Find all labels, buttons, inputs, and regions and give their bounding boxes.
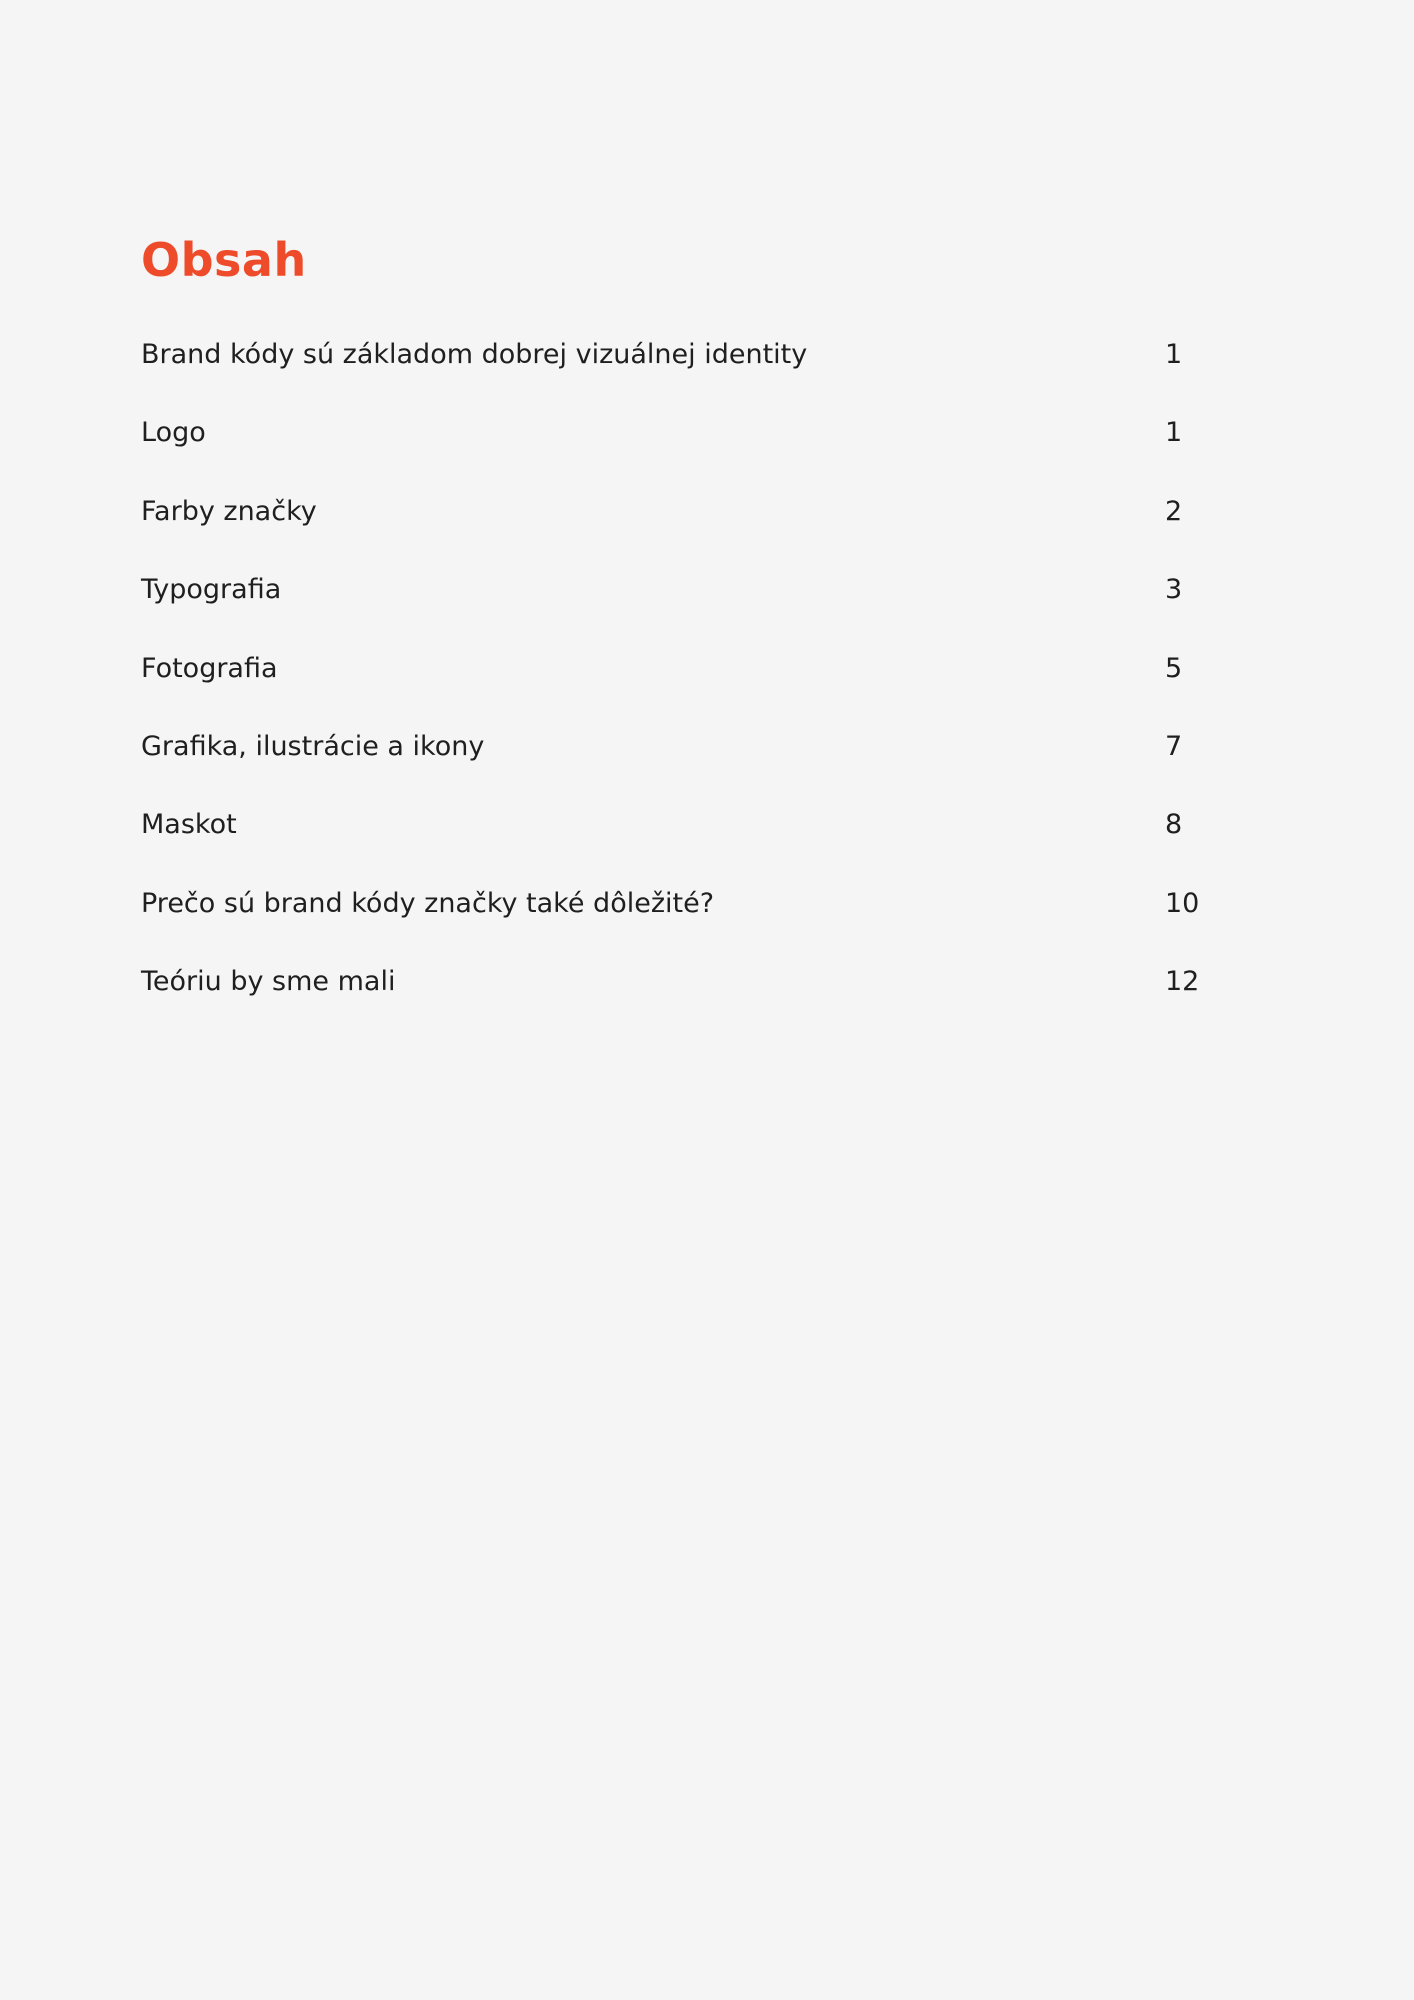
toc-entry[interactable]	[141, 398, 1241, 476]
toc-entry-label: Logo	[141, 417, 206, 449]
toc-entry[interactable]	[141, 634, 1241, 712]
toc-entry-label: Brand kódy sú základom dobrej vizuálnej identity	[141, 339, 808, 370]
toc-entry-label: Maskot	[141, 809, 237, 841]
toc-entry[interactable]	[141, 320, 1241, 398]
toc-entry-page: 2	[1165, 495, 1183, 527]
toc-entry[interactable]	[141, 790, 1241, 868]
toc-entry-label: Prečo sú brand kódy značky také dôležité?	[141, 887, 715, 919]
toc-entry[interactable]	[141, 869, 1241, 947]
toc-entry-page: 1	[1165, 339, 1183, 370]
toc-entry-page: 1	[1165, 417, 1183, 449]
toc-entry-label: Farby značky	[141, 495, 317, 527]
toc-entry-page: 3	[1165, 574, 1183, 606]
document-page	[141, 0, 1241, 2000]
toc-entry-label: Teóriu by sme mali	[141, 966, 396, 998]
page-title: Obsah	[141, 233, 307, 287]
toc-entry-label: Fotografia	[141, 652, 278, 684]
toc-entry[interactable]	[141, 555, 1241, 633]
toc-entry-page: 8	[1165, 809, 1183, 841]
table-of-contents	[141, 320, 1241, 1026]
toc-entry-page: 12	[1165, 966, 1200, 998]
toc-entry-page: 5	[1165, 652, 1183, 684]
toc-entry-page: 10	[1165, 887, 1200, 919]
toc-entry-page: 7	[1165, 730, 1183, 762]
toc-entry[interactable]	[141, 477, 1241, 555]
toc-entry[interactable]	[141, 947, 1241, 1025]
toc-entry-label: Typografia	[141, 574, 282, 606]
toc-entry[interactable]	[141, 712, 1241, 790]
toc-entry-label: Grafika, ilustrácie a ikony	[141, 730, 485, 762]
